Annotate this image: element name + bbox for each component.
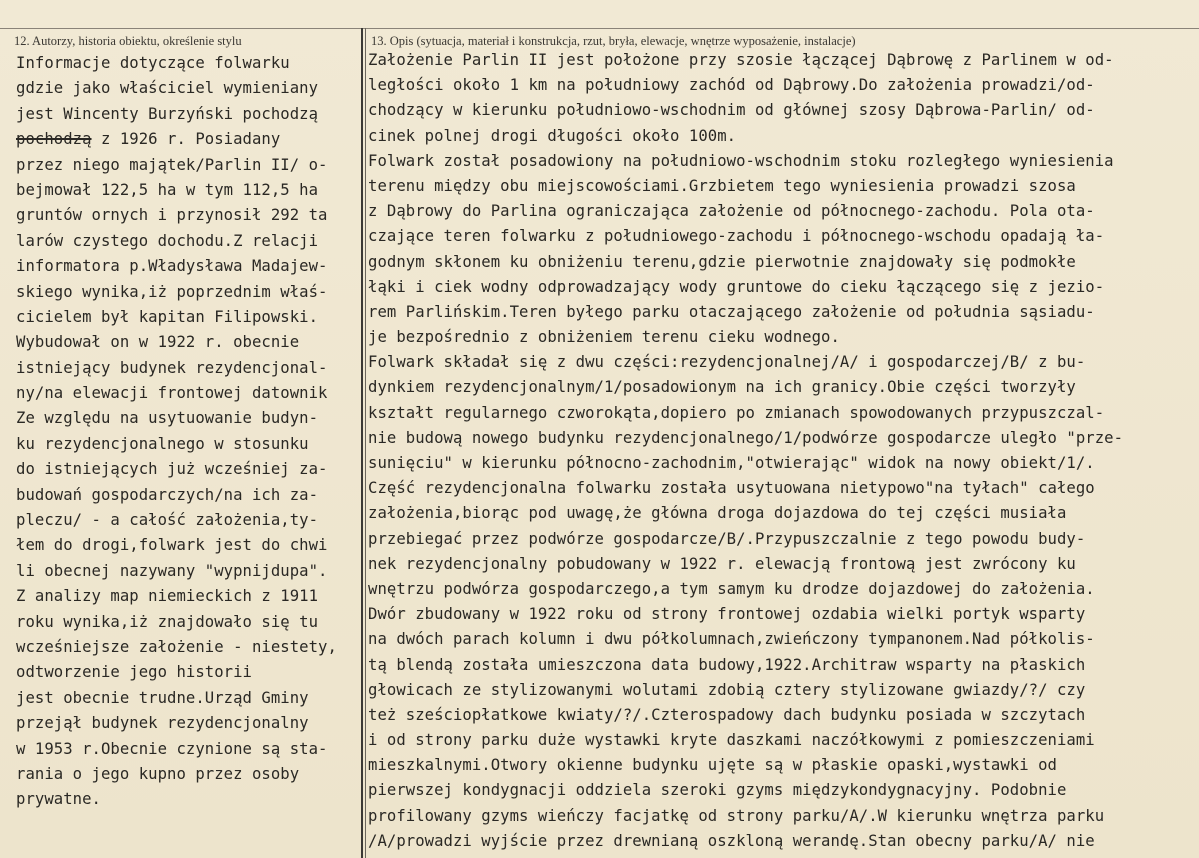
text-line: głowicach ze stylizowanymi wolutami zdobią cztery stylizowane gwiazdy/?/ czy (368, 680, 1086, 699)
text-line: też sześciopłatkowe kwiaty/?/.Czterospadowy dach budynku posiada w szczytach (368, 705, 1086, 724)
text-line: jest Wincenty Burzyński pochodzą (16, 104, 319, 123)
text-line: prywatne. (16, 790, 101, 809)
text-line: łąki i ciek wodny odprowadzający wody gruntowe do cieku łączącego się z jezio- (368, 277, 1105, 296)
text-line: Wybudował on w 1922 r. obecnie (16, 333, 300, 352)
column-divider-inner (365, 28, 366, 858)
text-line: jest obecnie trudne.Urząd Gminy (16, 688, 309, 707)
text-line: Dwór zbudowany w 1922 roku od strony frontowej ozdabia wielki portyk wsparty (368, 605, 1086, 624)
struck-word: pochodzą (16, 130, 92, 149)
text-line: terenu między obu miejscowościami.Grzbietem tego wyniesienia prowadzi szosa (368, 176, 1076, 195)
text-line: w 1953 r.Obecnie czynione są sta- (16, 739, 328, 758)
text-line: łem do drogi,folwark jest do chwi (16, 536, 328, 555)
text-line: i od strony parku duże wystawki kryte daszkami naczółkowymi z pomieszczeniami (368, 731, 1095, 750)
text-line: dynkiem rezydencjonalnym/1/posadowionym na ich granicy.Obie części tworzyły (368, 378, 1076, 397)
text-line: cicielem był kapitan Filipowski. (16, 307, 319, 326)
text-line: ległości około 1 km na południowy zachód od Dąbrowy.Do założenia prowadzi/od- (368, 76, 1095, 95)
description-text-column (368, 48, 1194, 854)
text-line: je bezpośrednio z obniżeniem terenu cieku wodnego. (368, 328, 840, 347)
text-line: chodzący w kierunku południowo-wschodnim od głównej szosy Dąbrowa-Parlin/ od- (368, 101, 1095, 120)
text-line: roku wynika,iż znajdowało się tu (16, 612, 319, 631)
text-line: przez niego majątek/Parlin II/ o- (16, 155, 328, 174)
text-line: mieszkalnymi.Otwory okienne budynku ujęte są w płaskie opaski,wystawki od (368, 756, 1057, 775)
text-line: profilowany gzyms wieńczy facjatkę od strony parku/A/.W kierunku wnętrza parku (368, 806, 1105, 825)
text-line: gruntów ornych i przynosił 292 ta (16, 206, 328, 225)
text-line: Ze względu na usytuowanie budyn- (16, 409, 319, 428)
history-text-column (16, 51, 356, 813)
text-line: kształt regularnego czworokąta,dopiero po zmianach spowodowanych przypuszczal- (368, 403, 1105, 422)
text-line: wcześniejsze założenie - niestety, (16, 637, 337, 656)
text-line: larów czystego dochodu.Z relacji (16, 231, 319, 250)
text-line: gdzie jako właściciel wymieniany (16, 79, 319, 98)
text-line: Folwark składał się z dwu części:rezydencjonalnej/A/ i gospodarczej/B/ z bu- (368, 353, 1086, 372)
text-line: informatora p.Władysława Madajew- (16, 257, 328, 276)
text-line: czające teren folwarku z południowego-zachodu i północnego-wschodu opadają ła- (368, 227, 1105, 246)
text-line: do istniejących już wcześniej za- (16, 460, 328, 479)
text-line: ku rezydencjonalnego w stosunku (16, 434, 309, 453)
text-line: nek rezydencjonalny pobudowany w 1922 r. elewacją frontową jest zwrócony ku (368, 554, 1076, 573)
text-line: rem Parlińskim.Teren byłego parku otaczającego założenie od południa sąsiadu- (368, 302, 1095, 321)
text-line: pierwszej kondygnacji oddziela szeroki gzyms międzykondygnacyjny. Podobnie (368, 781, 1067, 800)
text-line: przebiegać przez podwórze gospodarcze/B/.Przypuszczalnie z tego powodu budy- (368, 529, 1086, 548)
text-line: Informacje dotyczące folwarku (16, 54, 290, 72)
text-line: wnętrzu podwórza gospodarczego,a tym samym ku drodze dojazdowej do założenia. (368, 579, 1095, 598)
text-line: pochodzą z 1926 r. Posiadany (16, 130, 281, 149)
text-line: /A/prowadzi wyjście przez drewnianą oszkloną werandę.Stan obecny parku/A/ nie (368, 831, 1095, 850)
text-line: istniejący budynek rezydencjonal- (16, 358, 328, 377)
text-line: z Dąbrowy do Parlina ograniczająca założenie od północnego-zachodu. Pola ota- (368, 202, 1095, 221)
text-line: na dwóch parach kolumn i dwu półkolumnach,zwieńczony tympanonem.Nad półkolis- (368, 630, 1095, 649)
text-line: tą blendą została umieszczona data budowy,1922.Architraw wsparty na płaskich (368, 655, 1086, 674)
text-line: nie budową nowego budynku rezydencjonalnego/1/podwórze gospodarcze uległo "prze- (368, 428, 1124, 447)
text-line: przejął budynek rezydencjonalny (16, 714, 309, 733)
text-line: bejmował 122,5 ha w tym 112,5 ha (16, 180, 319, 199)
section-12-header: 12. Autorzy, historia obiektu, określenie stylu (14, 34, 242, 48)
text-line: pleczu/ - a całość założenia,ty- (16, 511, 319, 530)
text-line: ny/na elewacji frontowej datownik (16, 384, 328, 403)
text-line: cinek polnej drogi długości około 100m. (368, 126, 737, 145)
text-line: godnym skłonem ku obniżeniu terenu,gdzie pierwotnie znajdowały się podmokłe (368, 252, 1076, 271)
text-line: budowań gospodarczych/na ich za- (16, 485, 319, 504)
column-divider (361, 28, 363, 858)
text-line: założenia,biorąc pod uwagę,że główna droga dojazdowa do tej części musiała (368, 504, 1067, 523)
text-line: Część rezydencjonalna folwarku została usytuowana nietypowo"na tyłach" całego (368, 479, 1095, 498)
text-line: rania o jego kupno przez osoby (16, 764, 300, 783)
text-line: Założenie Parlin II jest położone przy szosie łączącej Dąbrowę z Parlinem w od- (368, 51, 1114, 69)
top-rule (0, 28, 1199, 29)
text-line: skiego wynika,iż poprzednim właś- (16, 282, 328, 301)
text-line: odtworzenie jego historii (16, 663, 252, 682)
text-line: Z analizy map niemieckich z 1911 (16, 587, 319, 606)
text-line: Folwark został posadowiony na południowo-wschodnim stoku rozległego wyniesienia (368, 151, 1114, 170)
text-line: sunięciu" w kierunku północno-zachodnim,"otwierając" widok na nowy obiekt/1/. (368, 454, 1095, 472)
section-13-header: 13. Opis (sytuacja, materiał i konstrukcja, rzut, bryła, elewacje, wnętrze wyposażenie, instalacje) (371, 34, 856, 48)
text-line: li obecnej nazywany "wypnijdupa". (16, 561, 328, 580)
